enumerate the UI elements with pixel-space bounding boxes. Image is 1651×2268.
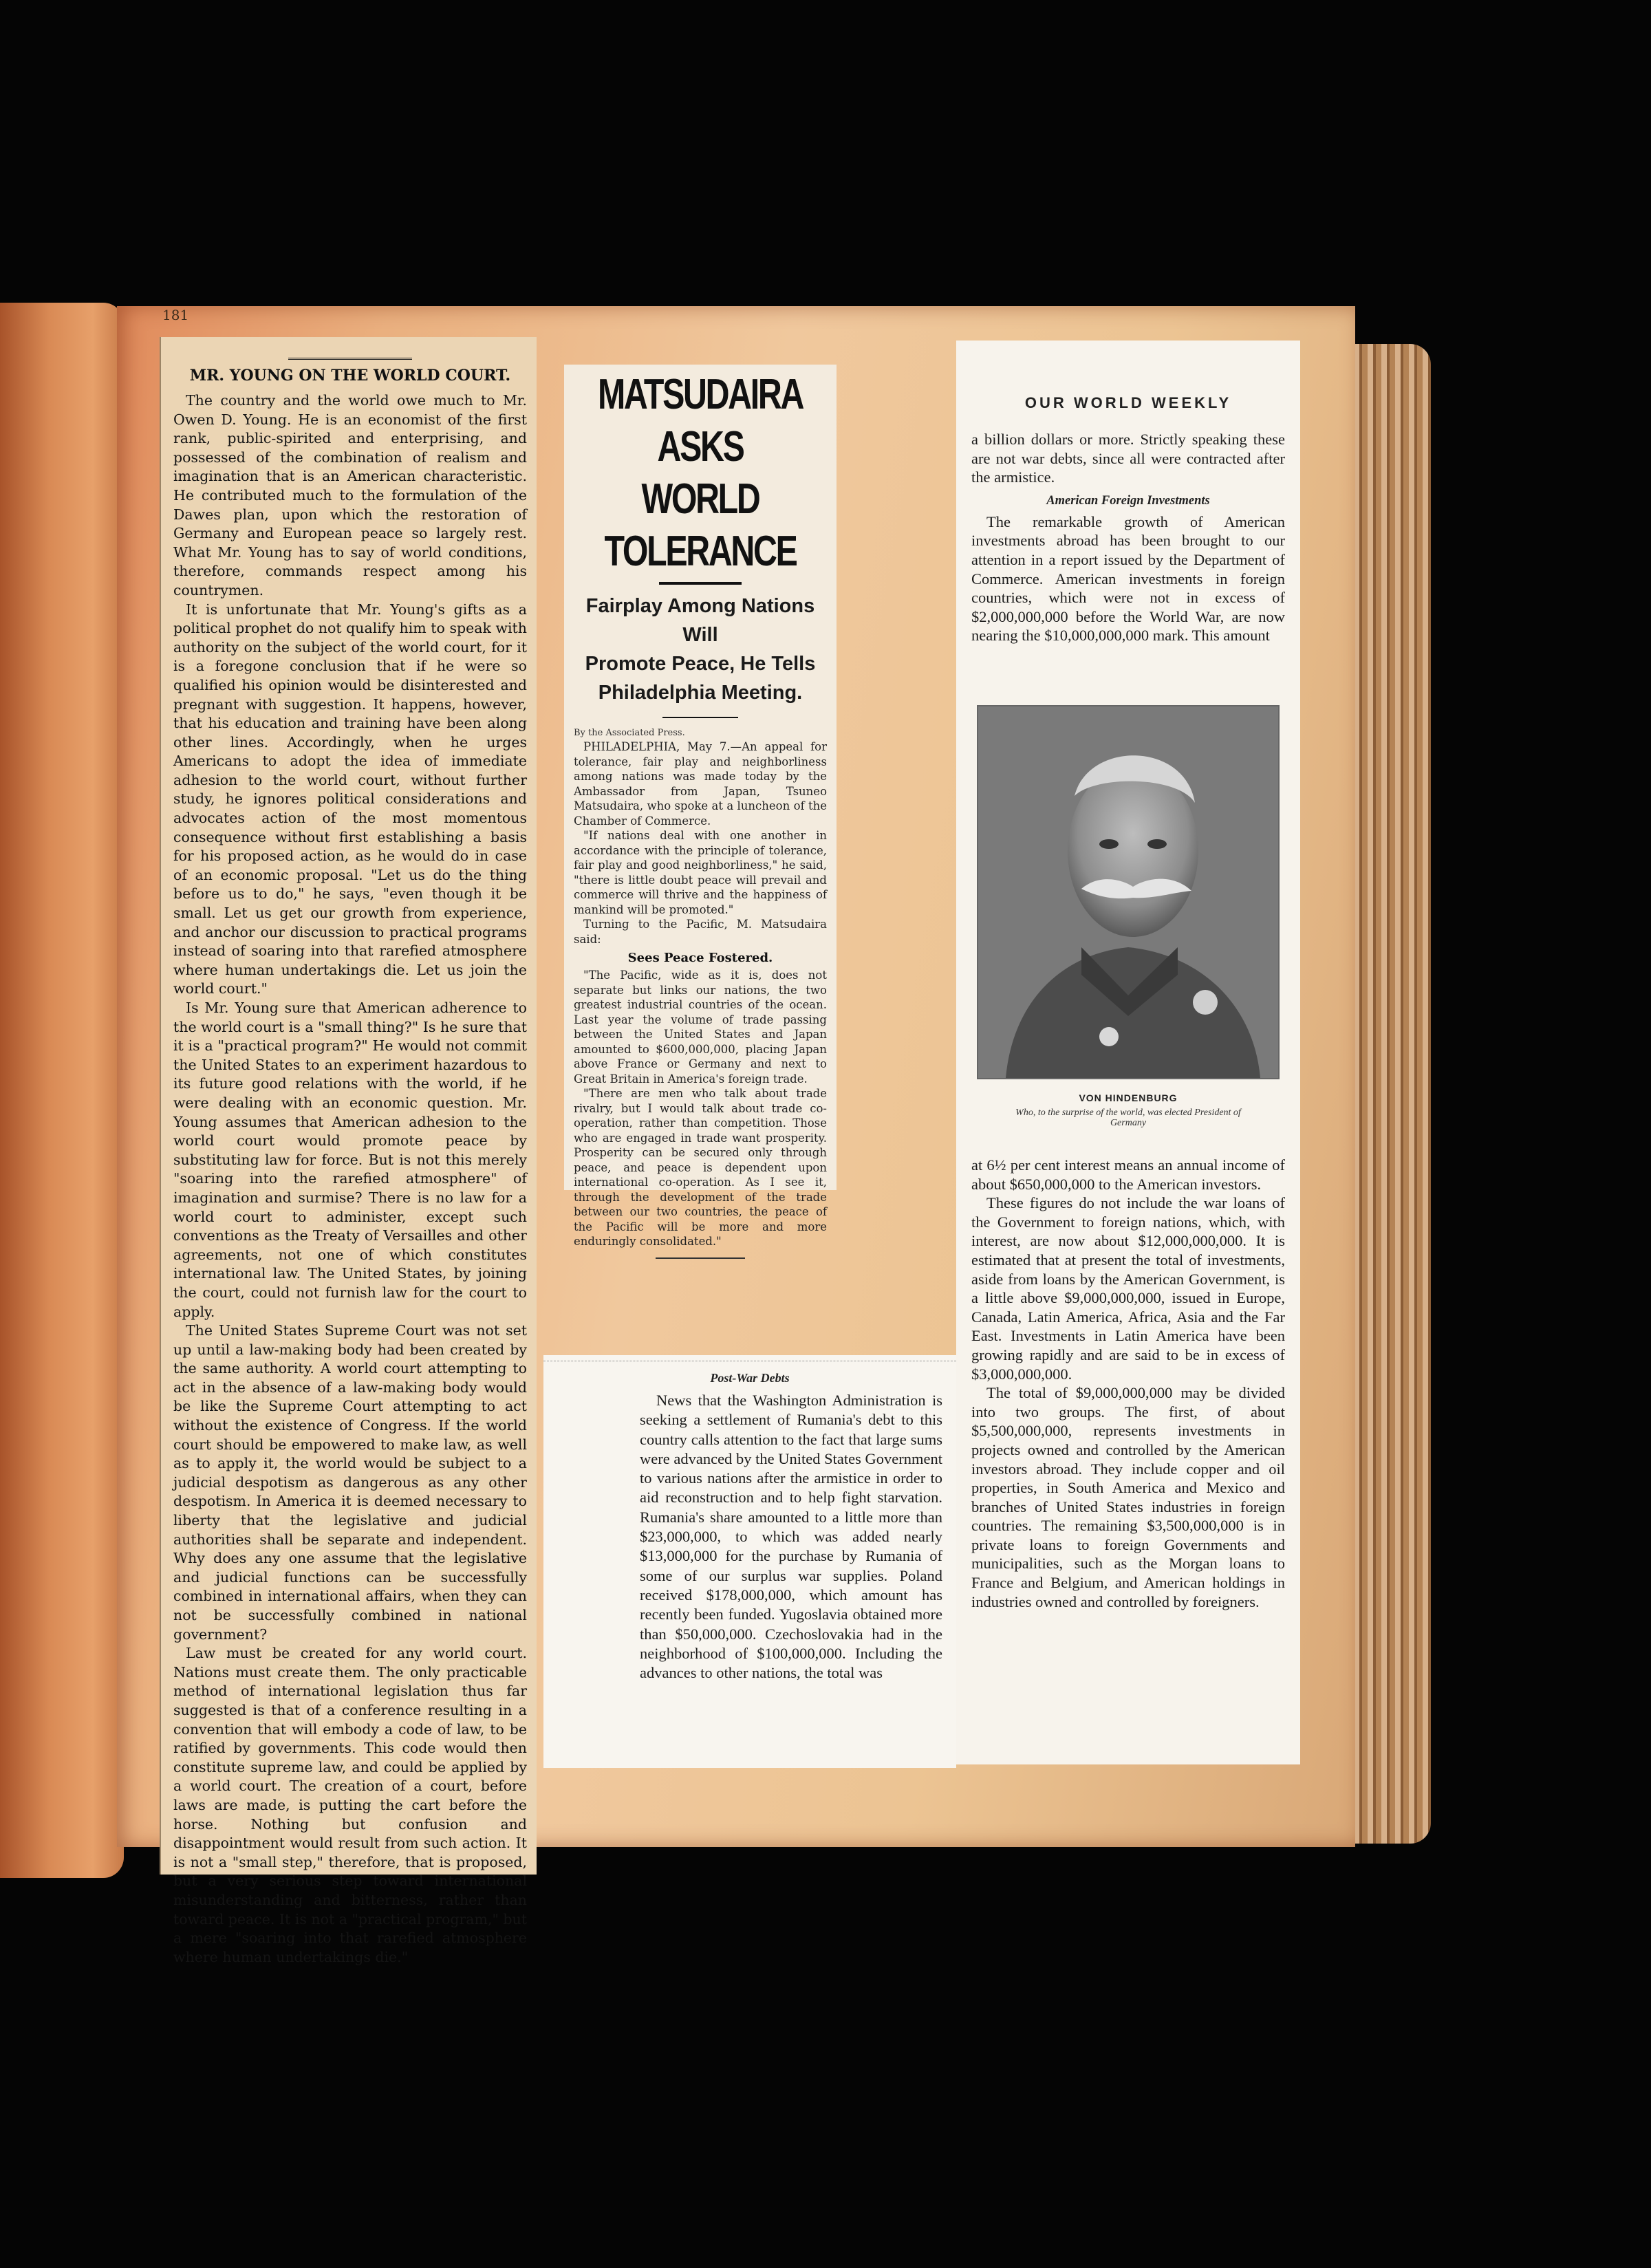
end-rule (656, 1257, 745, 1259)
article-paragraph: It is unfortunate that Mr. Young's gifts as a political prophet do not qualify him to speak with authority on the subject of the world court, for it is a foregone conclusion that if he were so qualified his opinion would be disinterested and pregnant with suggestion. It happens, however, that his education and training have been along other lines. Accordingly, when he urges Americans to adopt the idea of immediate adhesion to the world court, without further study, he ignores political considerations and advocates action of the most momentous consequence without first establishing a basis for his proposed action, as he would do in case of an economic proposal. "Let us do the thing before us to do," he says, "even though it be small. Let us get our growth from experience, and anchor our discussion to practical programs instead of soaring into that rarefied atmosphere where human undertakings die. Let us join the world court." (173, 601, 527, 997)
article-paragraph: "The Pacific, wide as it is, does not separate but links our nations, the two greatest industrial countries of the ocean. Last year the volume of trade passing between the United States and Japan amounted to $600,000,000, placing Japan above France or Germany and next to Great Britain in America's foreign trade. (574, 969, 827, 1086)
article-paragraph: at 6½ per cent interest means an annual income of about $650,000,000 to the American investors. (971, 1156, 1285, 1193)
article-paragraph: "If nations deal with one another in accordance with the principle of tolerance, fair play and good neighborliness," he said, "there is little doubt peace will prevail and commerce will thrive and the happiness of mankind will be promoted." (574, 829, 827, 916)
clipping-matsudaira (564, 365, 837, 1248)
article-paragraph: The total of $9,000,000,000 may be divided into two groups. The first, of about $5,500,000,000, represents investments in projects owned and controlled by the American investors abroad. They include copper and oil properties, in South America and Mexico and branches of United States industries in foreign countries. The remaining $3,500,000,000 is in private loans to foreign Governments and municipalities, such as the Morgan loans to France and Belgium, and American holdings in industries owned and controlled by foreigners. (971, 1384, 1285, 1610)
photo-caption-name: VON HINDENBURG (1079, 1092, 1178, 1103)
article-paragraph: "There are men who talk about trade rivalry, but I would talk about trade co-operation, rather than competition. Those who are engaged in trade want prosperity. Prosperity can be secured only through peace, and peace is dependent upon international co-operation. As I see it, through the development of the trade between our two countries, the peace of the Pacific will be more and more enduringly consolidated." (574, 1087, 827, 1248)
article-paragraph: The country and the world owe much to Mr. Owen D. Young. He is an economist of the first rank, public-spirited and enterprising, and possessed of the combination of realism and imagination that is an American characteristic. He contributed much to the formulation of the Dawes plan, upon which the restoration of Germany and European peace so largely rest. What Mr. Young has to say of world conditions, therefore, commands respect among his countrymen. (173, 392, 527, 598)
column-bottom (971, 1156, 1285, 1611)
clipping-young-world-court (160, 337, 537, 1965)
article-paragraph: The United States Supreme Court was not set up until a law-making body had been created by the same authority. A world court attempting to act in the absence of a law-making body would be like the Supreme Court attempting to act without the existence of Congress. If the world court should be empowered to make law, as well as to apply it, the world would be subject to a judicial despotism as dangerous as any other despotism. In America it is deemed necessary to liberty that the legislative and judicial authorities shall be separate and independent. Why does any one assume that the legislative and judicial functions can be successfully combined in international affairs, when they can not be successfully combined in national government? (173, 1322, 527, 1643)
article-paragraph: Turning to the Pacific, M. Matsudaira said: (574, 918, 827, 946)
subhead: Sees Peace Fostered. (627, 951, 773, 965)
article-paragraph: These figures do not include the war loans of the Government to foreign nations, which, with interest, are now about $12,000,000,000. It is estimated that at present the total of investments, aside from loans by the American Government, is a little above $9,000,000,000, issued in Europe, Canada, Latin America, Africa, Asia and the Far East. Investments in Latin America have been growing rapidly and are said to be in excess of $3,000,000,000. (971, 1194, 1285, 1383)
deck-line-1: Fairplay Among Nations Will (585, 595, 815, 646)
deck-rule (662, 717, 738, 718)
deck-line-3: Philadelphia Meeting. (598, 682, 803, 704)
portrait-photo (977, 705, 1280, 1079)
headline-line-1: MATSUDAIRA ASKS (597, 371, 803, 471)
torn-strip (543, 1355, 956, 1361)
title-rule (288, 358, 412, 360)
column-top (971, 430, 1285, 645)
article-paragraph: The remarkable growth of American investments abroad has been brought to our attention in a report issued by the Department of Commerce. American investments in foreign countries, which were not in excess of $2,000,000,000 before the World War, are now nearing the $10,000,000,000 mark. This amount (971, 512, 1285, 645)
section-heading: American Foreign Investments (1046, 493, 1210, 508)
article-title: MR. YOUNG ON THE WORLD COURT. (189, 367, 511, 385)
byline: By the Associated Press. (574, 728, 685, 738)
article-paragraph: Law must be created for any world court. Nations must create them. The only practicable method of international legislation thus far suggested is that of a conference resulting in a convention that will embody a code of law, to be ratified by governments. This code would then constitute supreme law, and could be applied by a world court. The creation of a court, before laws are made, is putting the cart before the horse. Nothing but confusion and disappointment would result from such action. It is not a "small step," therefore, that is proposed, but a very serious step toward international misunderstanding and bitterness, rather than toward peace. It is not a "practical program," but a mere "soaring into that rarefied atmosphere where human undertakings die." (173, 1645, 527, 1965)
article-paragraph: PHILADELPHIA, May 7.—An appeal for tolerance, fair play and neighborliness among nations was made today by the Ambassador from Japan, Tsuneo Matsudaira, who spoke at a luncheon of the Chamber of Commerce. (574, 740, 827, 828)
left-page-edge (0, 303, 124, 1878)
article-paragraph: News that the Washington Administration is seeking a settlement of Rumania's debt to this country calls attention to the fact that large sums were advanced by the United States Government to various nations after the armistice in order to aid reconstruction and to help fight starvation. Rumania's share amounted to a little more than $23,000,000, to which was added nearly $13,000,000 for the purchase by Rumania of some of our surplus war supplies. Poland received $178,000,000, which amount has recently been funded. Yugoslavia obtained more than $50,000,000. Czechoslovakia had in the neighborhood of $100,000,000. Including the advances to other nations, the total was (640, 1392, 942, 1682)
article-paragraph: Is Mr. Young sure that American adherence to the world court is a "small thing?" Is he sure that it is a "practical program?" He would not commit the United States to an experiment hazardous to its future good relations with the world, if he were dealing with an economic question. Mr. Young assumes that American adhesion to the world court would promote peace by substituting law for force. But is not this merely "soaring into the rarefied atmosphere" of imagination and surmise? There is no law for a world court to administer, except such conventions as the Treaty of Versailles and other agreements, not one of which constitutes international law. The United States, by joining the court, could not furnish law for the court to apply. (173, 1000, 527, 1320)
article-paragraph: a billion dollars or more. Strictly speaking these are not war debts, since all were contracted after the armistice. (971, 431, 1285, 486)
clipping-post-war-debts (543, 1355, 956, 1768)
corner-number: 181 (162, 307, 189, 323)
clipping-our-world-weekly (956, 341, 1300, 1764)
portrait-illustration (978, 706, 1278, 1078)
headline-line-2: WORLD TOLERANCE (604, 475, 797, 575)
page-stack-edge (1348, 344, 1431, 1844)
deck-line-2: Promote Peace, He Tells (585, 653, 816, 675)
headline-rule (659, 582, 742, 585)
section-heading: Post-War Debts (710, 1371, 790, 1385)
masthead: OUR WORLD WEEKLY (1024, 394, 1232, 411)
photo-caption-text: Who, to the surprise of the world, was elected President of Germany (1015, 1108, 1241, 1128)
